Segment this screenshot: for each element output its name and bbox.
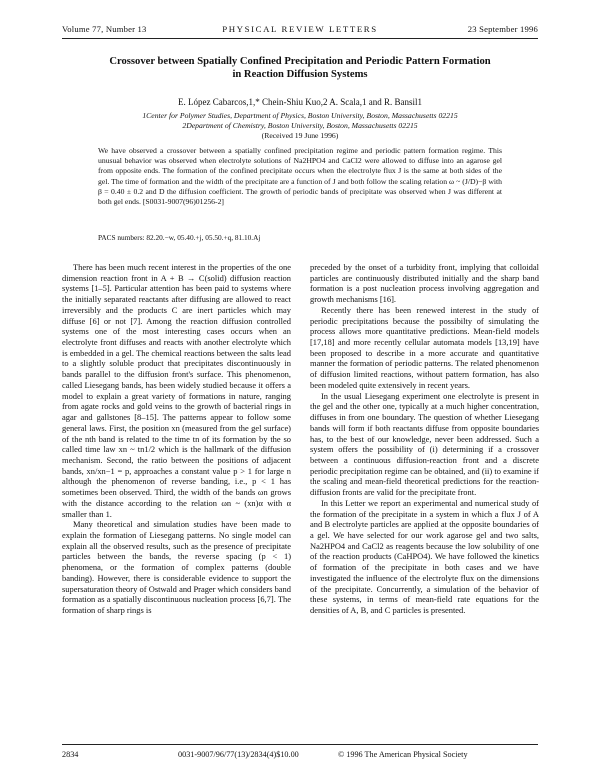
body-paragraph: preceded by the onset of a turbidity front, implying that colloidal particles are continuously distributed initially and the sharp band formation is a post nucleation process involving aggregation and growth mechanisms [16]. bbox=[310, 262, 539, 305]
article-title bbox=[62, 55, 538, 81]
received-date: (Received 19 June 1996) bbox=[261, 131, 339, 140]
page-number: 2834 bbox=[62, 750, 79, 759]
affiliation-2: 2Department of Chemistry, Boston University, Boston, Massachusetts 02215 bbox=[182, 121, 418, 130]
body-paragraph: In the usual Liesegang experiment one electrolyte is present in the gel and the other one, typically at a much higher concentration, diffuses in from one boundary. The question of whether Liesegang bands will form if both reactants diffuse from opposite boundaries has, to the best of our knowledge, never been addressed. Such a system offers the possibility of (i) determining if a crossover between a continuous diffusion-reaction front and a discrete periodic precipitation regime can be obtained, and (ii) to examine if the scaling and mean-field theoretical predictions for the reaction-diffusion fronts are valid for the precipitate front. bbox=[310, 390, 539, 498]
footer-rule bbox=[62, 744, 538, 745]
running-header-volume: Volume 77, Number 13 bbox=[62, 24, 147, 34]
body-column-left bbox=[62, 262, 291, 616]
body-paragraph: There has been much recent interest in the properties of the one dimension reaction front in A + B → C(solid) diffusion reaction systems [1–5]. Particular attention has been paid to systems where the initially separated reactants after diffusing are allowed to react irreversibly and the products C are inert particles which may diffuse [6] or not [7]. Among the reaction diffusion controlled systems one of the most interesting cases occurs when an electrolyte front diffuses and reacts with another electrolyte which is embedded in a gel. The chemical reactions between the salts lead to a slightly soluble product that precipitates discontinuously in bands parallel to the diffusion front's surface. This phenomenon, called Liesegang bands, has been widely studied because it offers a model to explain a great variety of formations in nature, ranging from agate rocks and gold veins to the growth of bacterial rings in agar and gallstones [8–15]. The patterns appear to follow some general laws. First, the position xn (measured from the gel surface) of the nth band is related to the time tn of its formation by the so called time law xn ~ tn1/2 which is the hallmark of the diffusion mechanism. Second, the ratio between the positions of adjacent bands, xn/xn−1 = p, approaches a constant value p > 1 for large n although the phenomenon of reverse banding, i.e., p < 1 has sometimes been observed. Third, the width of the bands ωn grows with the distance according to the relation ωn ~ (xn)α with α smaller than 1. bbox=[62, 262, 291, 519]
body-column-right bbox=[310, 262, 539, 616]
body-paragraph: In this Letter we report an experimental and numerical study of the formation of the precipitate in a system in which a flux J of A and B electrolyte particles are applied at the opposite boundaries of a gel. We have selected for our work agarose gel and two salts, Na2HPO4 and CaCl2 as reagents because the low solubility of one of the reaction products (CaHPO4). We have followed the kinetics of formation of the precipitate in both cases and we have investigated the influence of the electrolyte flux on the dimensions of the precipitate. Concurrently, a simulation of the behavior of these systems, in terms of mean-field rate equations for the densities of A, B, and C particles is presented. bbox=[310, 497, 539, 615]
abstract: We have observed a crossover between a spatially confined precipitation regime and periodic pattern formation regime. This unusual behavior was observed when electrolyte solutions of Na2HPO4 and CaCl2 were allowed to diffuse into an agarose gel from opposite ends. The formation of the confined precipitate occurs when the electrolyte flux J is the same at both sides of the gel. The time of formation and the width of the precipitate are a function of J and both follow the scaling relation ω ~ (J/D)−β with β = 0.40 ± 0.2 and D the diffusion coefficient. The growth of periodic bands of precipitate was observed when J was different at both gel ends. [S0031-9007(96)01256-2] bbox=[98, 146, 502, 207]
body-paragraph: Many theoretical and simulation studies have been made to explain the formation of Liesegang patterns. No single model can explain all the observed results, such as the presence of precipitate particles between the bands, the reverse spacing (p < 1) phenomena, or the formation of complex patterns (double banding). However, there is considerable evidence to support the supersaturation theory of Ostwald and Prager which considers band formation as a spatially discontinuous nucleation process [6,7]. The formation of sharp rings is bbox=[62, 519, 291, 615]
article-code: 0031-9007/96/77(13)/2834(4)$10.00 bbox=[178, 750, 299, 759]
header-rule bbox=[62, 38, 538, 39]
pacs-numbers: PACS numbers: 82.20.−w, 05.40.+j, 05.50.+q, 81.10.Aj bbox=[98, 233, 261, 242]
copyright-notice: © 1996 The American Physical Society bbox=[338, 750, 468, 759]
running-header-date: 23 September 1996 bbox=[467, 24, 538, 34]
author-list: E. López Cabarcos,1,* Chein-Shiu Kuo,2 A. Scala,1 and R. Bansil1 bbox=[178, 97, 422, 107]
body-paragraph: Recently there has been renewed interest in the study of periodic precipitations because the possibilty of simulating the process allows more quantitative predictions. Mean-field models [17,18] and more recently cellular automata models [13,19] have been proposed to describe in a more accurate and quantitative manner the formation of periodic patterns. The related phenomenon of diffusion limited reactions, without pattern formation, has also been modeled quite extensively in recent years. bbox=[310, 304, 539, 390]
affiliation-1: 1Center for Polymer Studies, Department of Physics, Boston University, Boston, Massachusetts 02215 bbox=[142, 111, 458, 120]
article-title-line-1: Crossover between Spatially Confined Precipitation and Periodic Pattern Formation bbox=[109, 56, 491, 67]
running-header-journal: PHYSICAL REVIEW LETTERS bbox=[222, 24, 378, 34]
article-title-line-2: in Reaction Diffusion Systems bbox=[232, 69, 368, 80]
